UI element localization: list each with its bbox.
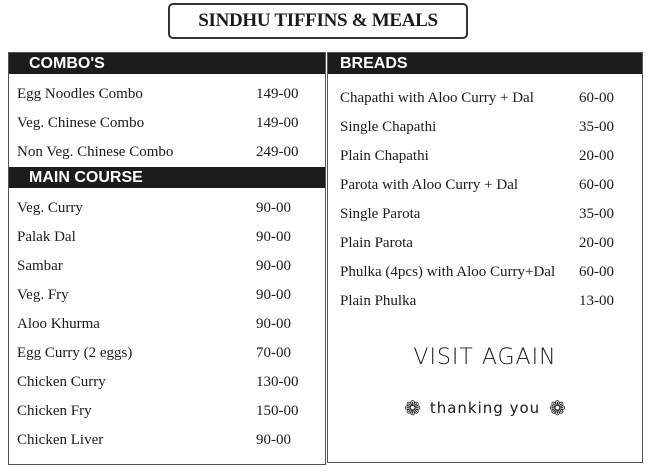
menu-item-name: Plain Chapathi [340,148,429,164]
menu-item-price: 20-00 [579,235,614,251]
menu-item-name: Egg Noodles Combo [17,86,143,102]
menu-item-name: Palak Dal [17,229,76,245]
menu-item-name: Chicken Fry [17,403,92,419]
menu-item-price: 90-00 [256,200,291,216]
thanking-you-text: thanking you [429,398,541,417]
menu-item-price: 70-00 [256,345,291,361]
menu-item-price: 20-00 [579,148,614,164]
menu-item-name: Egg Curry (2 eggs) [17,345,133,361]
menu-item-name: Plain Parota [340,235,413,251]
breads-heading: BREADS [340,55,408,72]
menu-item-name: Chapathi with Aloo Curry + Dal [340,90,534,106]
menu-item-name: Non Veg. Chinese Combo [17,144,174,160]
menu-item-price: 90-00 [256,287,291,303]
combos-header [9,53,325,74]
visit-again-text: VISIT AGAIN [413,345,557,370]
menu-item-name: Veg. Curry [17,200,83,216]
menu-item-price: 130-00 [256,374,299,390]
menu-item-price: 150-00 [256,403,299,419]
thanking-you-line [328,396,642,420]
menu-item-name: Chicken Liver [17,432,104,448]
menu-item-price: 60-00 [579,90,614,106]
menu-item-name: Parota with Aloo Curry + Dal [340,177,519,193]
menu-item-price: 60-00 [579,264,614,280]
main-course-heading: MAIN COURSE [29,169,143,186]
menu-item-price: 35-00 [579,119,614,135]
menu-item-price: 249-00 [256,144,299,160]
restaurant-title: SINDHU TIFFINS & MEALS [168,3,468,39]
menu-item-price: 149-00 [256,86,299,102]
menu-item-price: 90-00 [256,229,291,245]
breads-header [328,53,642,74]
menu-item-price: 90-00 [256,258,291,274]
menu-item-name: Veg. Fry [17,287,69,303]
right-menu-panel [327,52,643,463]
main-course-header [9,167,325,188]
menu-item-price: 35-00 [579,206,614,222]
flower-icon: ❁ [404,396,422,420]
menu-item-price: 13-00 [579,293,614,309]
menu-item-name: Chicken Curry [17,374,106,390]
menu-item-name: Veg. Chinese Combo [17,115,145,131]
menu-item-name: Phulka (4pcs) with Aloo Curry+Dal [340,264,556,280]
left-menu-panel [8,52,326,465]
combos-heading: COMBO'S [29,55,105,72]
menu-item-price: 90-00 [256,432,291,448]
flower-icon: ❁ [548,396,566,420]
menu-item-name: Aloo Khurma [17,316,100,332]
menu-item-name: Sambar [17,258,63,274]
menu-item-price: 90-00 [256,316,291,332]
menu-item-name: Single Chapathi [340,119,437,135]
menu-item-price: 149-00 [256,115,299,131]
menu-item-name: Single Parota [340,206,421,222]
menu-item-price: 60-00 [579,177,614,193]
menu-item-name: Plain Phulka [340,293,417,309]
